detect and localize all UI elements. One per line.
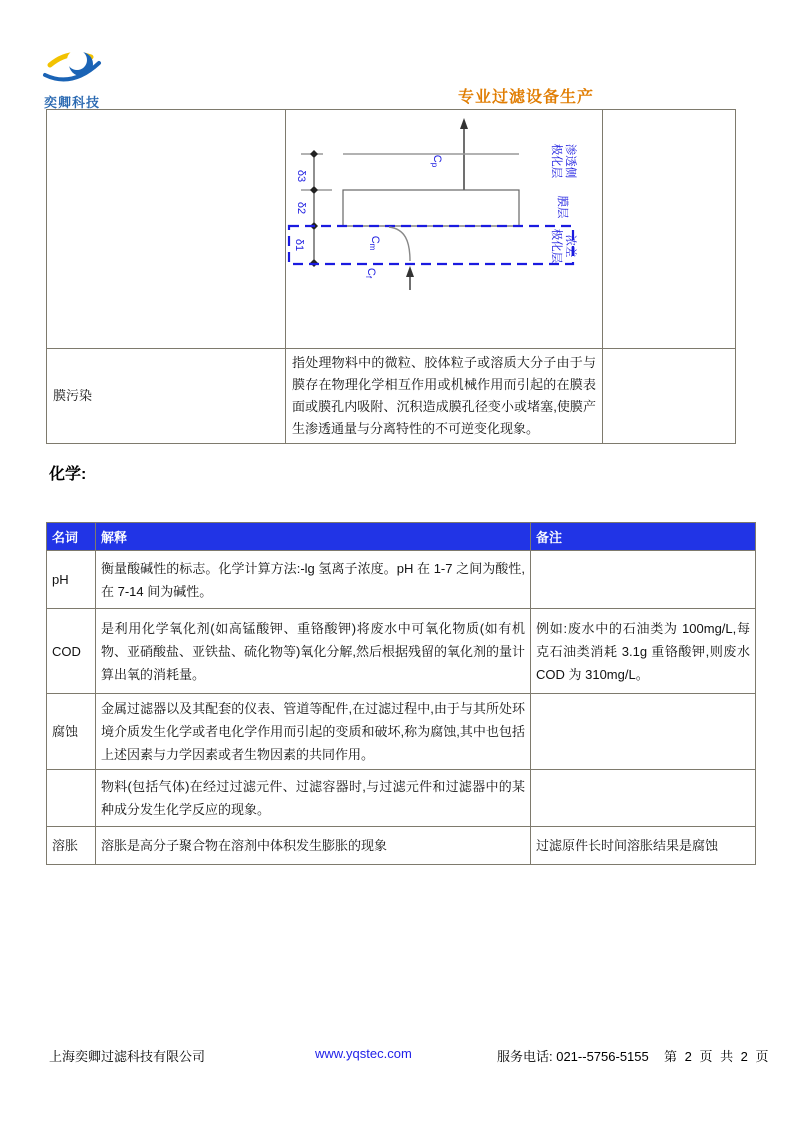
logo-text: 奕卿科技	[44, 95, 101, 110]
table-row	[47, 110, 736, 349]
column-header-term: 名词	[47, 523, 96, 551]
definition-term-cell	[47, 110, 286, 349]
table-row	[47, 827, 756, 865]
term-ph: pH	[47, 551, 96, 609]
membrane-layer-rect	[343, 190, 519, 226]
explanation-ph: 衡量酸碱性的标志。化学计算方法:-lg 氢离子浓度。pH 在 1-7 之间为酸性,在 7-14 间为碱性。	[96, 551, 531, 609]
explanation-swelling: 溶胀是高分子聚合物在溶剂中体积发生膨胀的现象	[96, 827, 531, 865]
explanation-reaction: 物料(包括气体)在经过过滤元件、过滤容器时,与过滤元件和过滤器中的某种成分发生化学反应的现象。	[96, 770, 531, 827]
svg-text:浓差: 浓差	[564, 234, 576, 258]
table-row	[47, 349, 736, 444]
explanation-cod: 是利用化学氧化剂(如高锰酸钾、重铬酸钾)将废水中可氧化物质(如有机物、亚硝酸盐、亚铁盐、硫化物等)氧化分解,然后根据残留的氧化剂的量计算出氧的消耗量。	[96, 609, 531, 694]
diagram-label-delta3: δ3	[295, 169, 307, 183]
diagram-label-membrane-layer: 膜层	[556, 195, 568, 219]
concentration-curve	[389, 227, 410, 261]
definition-note	[603, 349, 736, 444]
chemistry-table	[46, 522, 756, 865]
term-reaction	[47, 770, 96, 827]
footer-service-phone: 服务电话: 021--5756-5155	[497, 1049, 649, 1064]
note-swelling: 过滤原件长时间溶胀结果是腐蚀	[531, 827, 756, 865]
membrane-diagram	[286, 110, 601, 341]
definition-note-cell	[603, 110, 736, 349]
term-swelling: 溶胀	[47, 827, 96, 865]
svg-text:极化层: 极化层	[550, 143, 562, 179]
note-reaction	[531, 770, 756, 827]
dimension-line	[310, 150, 318, 267]
feed-arrow-icon	[406, 266, 414, 290]
definition-term: 膜污染	[47, 349, 286, 444]
definition-explanation: 指处理物料中的微粒、胶体粒子或溶质大分子由于与膜存在物理化学相互作用或机械作用而引起的在膜表面或膜孔内吸附、沉积造成膜孔径变小或堵塞,使膜产生渗透通量与分离特性的不可逆变化现象。	[286, 349, 603, 444]
term-cod: COD	[47, 609, 96, 694]
company-logo	[42, 48, 132, 110]
footer-website-link[interactable]: www.yqstec.com	[315, 1046, 412, 1061]
svg-text:渗透侧: 渗透侧	[564, 143, 576, 179]
note-ph	[531, 551, 756, 609]
section-heading-chemistry: 化学:	[49, 466, 87, 483]
permeate-arrow-icon	[460, 118, 468, 192]
note-corrosion	[531, 694, 756, 770]
diagram-label-cm: Cm	[368, 235, 381, 251]
diagram-label-delta1: δ1	[293, 238, 305, 252]
table-row	[47, 551, 756, 609]
footer-page-number: 第 2 页 共 2 页	[664, 1049, 771, 1064]
term-corrosion: 腐蚀	[47, 694, 96, 770]
diagram-label-delta2: δ2	[295, 201, 307, 215]
definition-table	[46, 109, 736, 444]
diagram-label-permeate-layer	[550, 144, 578, 179]
table-row	[47, 609, 756, 694]
polarization-dashed-box	[289, 226, 573, 264]
logo-globe-icon	[42, 48, 104, 92]
footer-company-name: 上海奕卿过滤科技有限公司	[49, 1049, 206, 1064]
explanation-corrosion: 金属过滤器以及其配套的仪表、管道等配件,在过滤过程中,由于与其所处环境介质发生化学或者电化学作用而引起的变质和破坏,称为腐蚀,其中也包括上述因素与力学因素或者生物因素的共同作用。	[96, 694, 531, 770]
table-header-row	[47, 523, 756, 551]
column-header-note: 备注	[531, 523, 756, 551]
diagram-label-concentration-layer	[550, 229, 578, 264]
column-header-explanation: 解释	[96, 523, 531, 551]
note-cod: 例如:废水中的石油类为 100mg/L,每克石油类消耗 3.1g 重铬酸钾,则废水 COD 为 310mg/L。	[531, 609, 756, 694]
svg-text:极化层: 极化层	[550, 228, 562, 264]
diagram-label-cf: Cf	[364, 267, 377, 279]
table-row	[47, 770, 756, 827]
table-row	[47, 694, 756, 770]
membrane-diagram-cell	[286, 110, 603, 349]
page-slogan: 专业过滤设备生产	[458, 89, 595, 106]
diagram-label-cp: Cp	[430, 154, 443, 168]
